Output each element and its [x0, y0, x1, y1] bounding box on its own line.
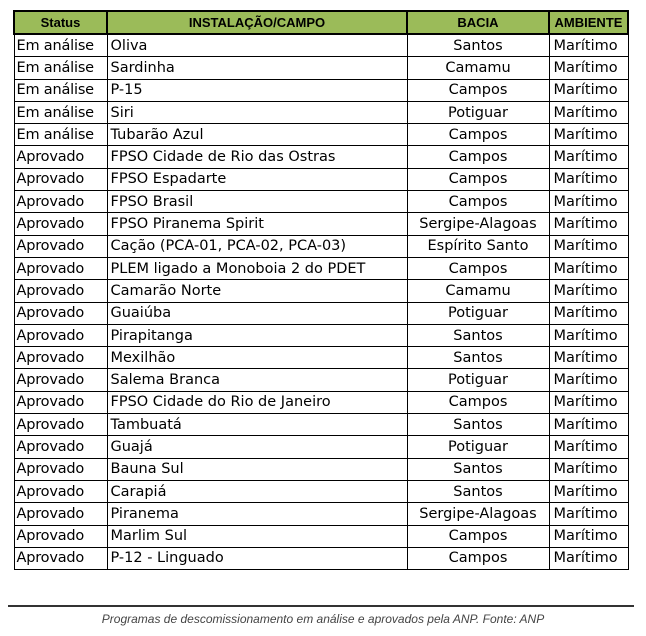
table-row [14, 458, 628, 480]
cell-installation: Bauna Sul [107, 458, 407, 480]
table-header-row [14, 11, 628, 34]
cell-installation: P-15 [107, 79, 407, 101]
cell-basin: Santos [407, 480, 549, 502]
table-row [14, 324, 628, 346]
cell-environment: Marítimo [549, 391, 628, 413]
table-row [14, 436, 628, 458]
cell-installation: FPSO Cidade de Rio das Ostras [107, 146, 407, 168]
cell-status: Aprovado [14, 213, 107, 235]
table-row [14, 101, 628, 123]
cell-status: Aprovado [14, 480, 107, 502]
table-row [14, 302, 628, 324]
cell-basin: Campos [407, 168, 549, 190]
cell-environment: Marítimo [549, 213, 628, 235]
cell-installation: Salema Branca [107, 369, 407, 391]
cell-environment: Marítimo [549, 257, 628, 279]
cell-basin: Sergipe-Alagoas [407, 213, 549, 235]
table-row [14, 235, 628, 257]
table-row [14, 191, 628, 213]
table-row [14, 369, 628, 391]
table-row [14, 347, 628, 369]
cell-status: Aprovado [14, 369, 107, 391]
cell-status: Aprovado [14, 324, 107, 346]
cell-basin: Campos [407, 257, 549, 279]
decommissioning-table [13, 10, 629, 570]
cell-environment: Marítimo [549, 458, 628, 480]
cell-environment: Marítimo [549, 436, 628, 458]
cell-status: Em análise [14, 34, 107, 57]
cell-environment: Marítimo [549, 57, 628, 79]
cell-installation: Camarão Norte [107, 280, 407, 302]
cell-basin: Potiguar [407, 436, 549, 458]
cell-installation: FPSO Piranema Spirit [107, 213, 407, 235]
cell-environment: Marítimo [549, 302, 628, 324]
table-row [14, 79, 628, 101]
cell-status: Aprovado [14, 414, 107, 436]
cell-installation: Cação (PCA-01, PCA-02, PCA-03) [107, 235, 407, 257]
cell-installation: Mexilhão [107, 347, 407, 369]
cell-installation: Pirapitanga [107, 324, 407, 346]
cell-status: Aprovado [14, 302, 107, 324]
cell-status: Aprovado [14, 458, 107, 480]
cell-environment: Marítimo [549, 324, 628, 346]
cell-status: Aprovado [14, 191, 107, 213]
header-installation-field: INSTALAÇÃO/CAMPO [107, 11, 407, 34]
cell-installation: Piranema [107, 503, 407, 525]
cell-status: Aprovado [14, 436, 107, 458]
cell-installation: Marlim Sul [107, 525, 407, 547]
cell-installation: Siri [107, 101, 407, 123]
cell-installation: P-12 - Linguado [107, 547, 407, 569]
table-caption: Programas de descomissionamento em análise e aprovados pela ANP. Fonte: ANP [101, 612, 545, 626]
cell-environment: Marítimo [549, 79, 628, 101]
table-row [14, 503, 628, 525]
cell-basin: Santos [407, 347, 549, 369]
cell-installation: PLEM ligado a Monoboia 2 do PDET [107, 257, 407, 279]
cell-basin: Potiguar [407, 369, 549, 391]
cell-environment: Marítimo [549, 414, 628, 436]
cell-installation: Sardinha [107, 57, 407, 79]
cell-status: Aprovado [14, 391, 107, 413]
table-row [14, 257, 628, 279]
cell-basin: Potiguar [407, 101, 549, 123]
table-row [14, 168, 628, 190]
table-row [14, 213, 628, 235]
cell-basin: Campos [407, 547, 549, 569]
cell-basin: Camamu [407, 57, 549, 79]
cell-status: Em análise [14, 79, 107, 101]
cell-installation: FPSO Brasil [107, 191, 407, 213]
cell-basin: Campos [407, 146, 549, 168]
cell-environment: Marítimo [549, 347, 628, 369]
cell-basin: Camamu [407, 280, 549, 302]
table-row [14, 57, 628, 79]
cell-status: Em análise [14, 124, 107, 146]
cell-installation: FPSO Espadarte [107, 168, 407, 190]
header-status: Status [14, 11, 107, 34]
cell-basin: Sergipe-Alagoas [407, 503, 549, 525]
cell-status: Aprovado [14, 347, 107, 369]
table-body [14, 34, 628, 570]
cell-status: Aprovado [14, 280, 107, 302]
cell-basin: Santos [407, 458, 549, 480]
cell-environment: Marítimo [549, 503, 628, 525]
cell-environment: Marítimo [549, 547, 628, 569]
cell-basin: Campos [407, 191, 549, 213]
cell-environment: Marítimo [549, 101, 628, 123]
cell-installation: Guajá [107, 436, 407, 458]
cell-environment: Marítimo [549, 34, 628, 57]
cell-environment: Marítimo [549, 369, 628, 391]
decommissioning-table-container [13, 10, 627, 570]
cell-basin: Santos [407, 34, 549, 57]
cell-status: Aprovado [14, 503, 107, 525]
cell-status: Aprovado [14, 525, 107, 547]
cell-basin: Espírito Santo [407, 235, 549, 257]
cell-basin: Campos [407, 124, 549, 146]
cell-basin: Santos [407, 324, 549, 346]
cell-basin: Campos [407, 79, 549, 101]
table-row [14, 480, 628, 502]
table-row [14, 124, 628, 146]
cell-environment: Marítimo [549, 191, 628, 213]
cell-status: Aprovado [14, 146, 107, 168]
cell-basin: Potiguar [407, 302, 549, 324]
cell-status: Em análise [14, 57, 107, 79]
table-row [14, 525, 628, 547]
cell-basin: Campos [407, 525, 549, 547]
cell-basin: Campos [407, 391, 549, 413]
cell-environment: Marítimo [549, 525, 628, 547]
table-row [14, 547, 628, 569]
cell-installation: Tambuatá [107, 414, 407, 436]
cell-installation: Oliva [107, 34, 407, 57]
cell-installation: Tubarão Azul [107, 124, 407, 146]
cell-status: Aprovado [14, 257, 107, 279]
cell-installation: Guaiúba [107, 302, 407, 324]
cell-environment: Marítimo [549, 146, 628, 168]
table-row [14, 414, 628, 436]
caption-divider [8, 605, 634, 607]
table-row [14, 391, 628, 413]
header-environment: AMBIENTE [549, 11, 628, 34]
table-row [14, 146, 628, 168]
cell-status: Em análise [14, 101, 107, 123]
table-row [14, 280, 628, 302]
cell-environment: Marítimo [549, 480, 628, 502]
header-basin: BACIA [407, 11, 549, 34]
cell-basin: Santos [407, 414, 549, 436]
table-row [14, 34, 628, 57]
cell-status: Aprovado [14, 547, 107, 569]
cell-installation: Carapiá [107, 480, 407, 502]
cell-environment: Marítimo [549, 280, 628, 302]
cell-environment: Marítimo [549, 124, 628, 146]
cell-status: Aprovado [14, 235, 107, 257]
cell-environment: Marítimo [549, 235, 628, 257]
cell-environment: Marítimo [549, 168, 628, 190]
cell-installation: FPSO Cidade do Rio de Janeiro [107, 391, 407, 413]
cell-status: Aprovado [14, 168, 107, 190]
